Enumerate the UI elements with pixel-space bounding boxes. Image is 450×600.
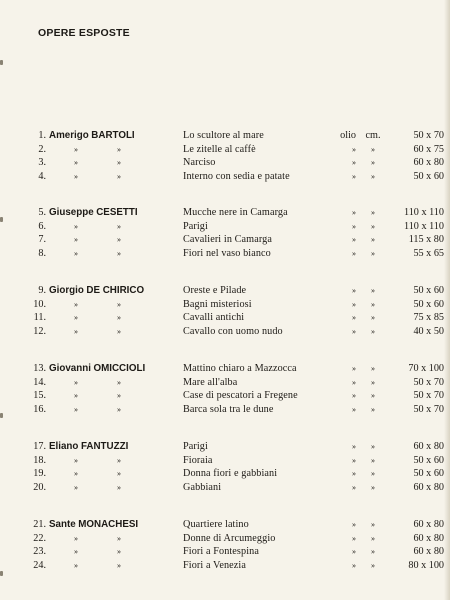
work-title: Cavallo con uomo nudo bbox=[183, 325, 283, 337]
artist-first-name: Sante bbox=[49, 519, 76, 530]
work-size: 60 x 80 bbox=[413, 532, 444, 544]
work-number: 10. bbox=[33, 298, 46, 310]
work-title: Mattino chiaro a Mazzocca bbox=[183, 363, 297, 374]
work-title: Parigi bbox=[183, 441, 208, 452]
ditto-mark: » bbox=[117, 221, 121, 231]
ditto-mark: » bbox=[74, 547, 78, 557]
work-title: Case di pescatori a Fregene bbox=[183, 390, 298, 402]
ditto-mark: » bbox=[117, 299, 121, 309]
work-row bbox=[0, 143, 450, 157]
work-number: 19. bbox=[33, 468, 46, 480]
work-number: 12. bbox=[33, 325, 46, 337]
ditto-mark: » bbox=[117, 313, 121, 323]
ditto-mark: » bbox=[74, 482, 78, 492]
artist-last-name: BARTOLI bbox=[91, 130, 135, 141]
work-row bbox=[0, 467, 450, 481]
artist-group bbox=[0, 362, 450, 440]
artist-group bbox=[0, 518, 450, 596]
ditto-mark: » bbox=[74, 326, 78, 336]
artist-group bbox=[0, 206, 450, 284]
artist-last-name: OMICCIOLI bbox=[93, 363, 146, 374]
work-number: 21. bbox=[33, 519, 46, 530]
work-unit: » bbox=[371, 171, 375, 181]
ditto-mark: » bbox=[117, 144, 121, 154]
ditto-mark: » bbox=[74, 221, 78, 231]
artist-last-name: FANTUZZI bbox=[80, 441, 129, 452]
binding-hole-mark bbox=[0, 60, 3, 65]
work-title: Donne di Arcumeggio bbox=[183, 532, 276, 544]
ditto-mark: » bbox=[74, 469, 78, 479]
ditto-mark: » bbox=[117, 533, 121, 543]
work-title: Quartiere latino bbox=[183, 519, 249, 530]
artist-name bbox=[49, 440, 128, 454]
ditto-mark: » bbox=[117, 235, 121, 245]
ditto-mark: » bbox=[74, 313, 78, 323]
work-title: Narciso bbox=[183, 157, 216, 169]
work-medium: » bbox=[352, 158, 356, 168]
work-medium: » bbox=[352, 221, 356, 231]
work-unit: cm. bbox=[365, 130, 381, 141]
work-unit: » bbox=[371, 469, 375, 479]
work-medium: » bbox=[352, 377, 356, 387]
work-size: 60 x 80 bbox=[413, 519, 444, 530]
page-title: OPERE ESPOSTE bbox=[38, 27, 130, 39]
work-row bbox=[0, 559, 450, 573]
ditto-mark: » bbox=[74, 560, 78, 570]
work-medium: » bbox=[352, 520, 356, 529]
artist-first-name: Eliano bbox=[49, 441, 79, 452]
work-number: 8. bbox=[38, 247, 46, 259]
work-medium: » bbox=[352, 482, 356, 492]
work-number: 6. bbox=[38, 220, 46, 232]
work-unit: » bbox=[371, 391, 375, 401]
work-number: 14. bbox=[33, 376, 46, 388]
work-title: Bagni misteriosi bbox=[183, 298, 252, 310]
work-row bbox=[0, 298, 450, 312]
work-row bbox=[0, 325, 450, 339]
work-size: 50 x 70 bbox=[413, 390, 444, 402]
work-size: 60 x 75 bbox=[413, 143, 444, 155]
work-size: 50 x 60 bbox=[413, 298, 444, 310]
work-size: 55 x 65 bbox=[413, 247, 444, 259]
work-unit: » bbox=[371, 404, 375, 414]
work-medium: » bbox=[352, 547, 356, 557]
work-size: 50 x 60 bbox=[413, 170, 444, 182]
work-unit: » bbox=[371, 326, 375, 336]
ditto-mark: » bbox=[117, 377, 121, 387]
work-number: 15. bbox=[33, 390, 46, 402]
work-title: Lo scultore al mare bbox=[183, 130, 264, 141]
artist-last-name: CESETTI bbox=[96, 207, 138, 218]
ditto-mark: » bbox=[74, 235, 78, 245]
ditto-mark: » bbox=[117, 326, 121, 336]
work-unit: » bbox=[371, 299, 375, 309]
ditto-mark: » bbox=[74, 404, 78, 414]
artist-last-name: DE CHIRICO bbox=[86, 285, 145, 296]
work-medium: » bbox=[352, 235, 356, 245]
work-row bbox=[0, 376, 450, 390]
work-number: 3. bbox=[38, 157, 46, 169]
work-row bbox=[0, 532, 450, 546]
ditto-mark: » bbox=[117, 482, 121, 492]
work-title: Fioraia bbox=[183, 454, 213, 466]
work-medium: » bbox=[352, 442, 356, 451]
work-number: 1. bbox=[38, 130, 46, 141]
artist-first-name: Giorgio bbox=[49, 285, 84, 296]
ditto-mark: » bbox=[117, 391, 121, 401]
ditto-mark: » bbox=[74, 455, 78, 465]
work-medium: » bbox=[352, 391, 356, 401]
work-number: 7. bbox=[38, 234, 46, 246]
work-row bbox=[0, 454, 450, 468]
work-size: 40 x 50 bbox=[413, 325, 444, 337]
work-unit: » bbox=[371, 377, 375, 387]
work-size: 110 x 110 bbox=[404, 207, 444, 218]
work-unit: » bbox=[371, 208, 375, 217]
work-medium: » bbox=[352, 326, 356, 336]
work-size: 60 x 80 bbox=[413, 441, 444, 452]
work-unit: » bbox=[371, 455, 375, 465]
artist-name bbox=[49, 284, 144, 298]
ditto-mark: » bbox=[74, 299, 78, 309]
work-title: Fiori a Venezia bbox=[183, 559, 246, 571]
work-size: 50 x 60 bbox=[413, 468, 444, 480]
work-number: 5. bbox=[38, 207, 46, 218]
work-title: Interno con sedia e patate bbox=[183, 170, 290, 182]
work-row bbox=[0, 233, 450, 247]
work-row bbox=[0, 362, 450, 376]
work-medium: olio bbox=[340, 130, 356, 141]
work-title: Barca sola tra le dune bbox=[183, 403, 274, 415]
ditto-mark: » bbox=[74, 377, 78, 387]
work-number: 13. bbox=[33, 363, 46, 374]
artist-last-name: MONACHESI bbox=[78, 519, 139, 530]
work-size: 50 x 70 bbox=[413, 130, 444, 141]
work-size: 75 x 85 bbox=[413, 312, 444, 324]
work-medium: » bbox=[352, 364, 356, 373]
work-medium: » bbox=[352, 533, 356, 543]
work-row bbox=[0, 518, 450, 532]
work-medium: » bbox=[352, 455, 356, 465]
work-title: Mucche nere in Camarga bbox=[183, 207, 288, 218]
work-unit: » bbox=[371, 364, 375, 373]
work-row bbox=[0, 247, 450, 261]
artist-first-name: Amerigo bbox=[49, 130, 89, 141]
work-row bbox=[0, 545, 450, 559]
ditto-mark: » bbox=[74, 171, 78, 181]
ditto-mark: » bbox=[117, 469, 121, 479]
work-unit: » bbox=[371, 482, 375, 492]
work-unit: » bbox=[371, 560, 375, 570]
work-title: Oreste e Pilade bbox=[183, 285, 247, 296]
work-row bbox=[0, 129, 450, 143]
work-unit: » bbox=[371, 248, 375, 258]
work-number: 18. bbox=[33, 454, 46, 466]
work-number: 9. bbox=[38, 285, 46, 296]
work-medium: » bbox=[352, 171, 356, 181]
work-row bbox=[0, 311, 450, 325]
work-title: Mare all'alba bbox=[183, 376, 238, 388]
work-row bbox=[0, 389, 450, 403]
ditto-mark: » bbox=[74, 144, 78, 154]
work-unit: » bbox=[371, 221, 375, 231]
work-row bbox=[0, 284, 450, 298]
ditto-mark: » bbox=[117, 455, 121, 465]
artist-first-name: Giovanni bbox=[49, 363, 91, 374]
work-size: 50 x 60 bbox=[413, 454, 444, 466]
work-size: 60 x 80 bbox=[413, 157, 444, 169]
work-number: 4. bbox=[38, 170, 46, 182]
work-number: 11. bbox=[33, 312, 46, 324]
work-unit: » bbox=[371, 533, 375, 543]
work-size: 70 x 100 bbox=[408, 363, 444, 374]
work-title: Cavalli antichi bbox=[183, 312, 245, 324]
work-size: 80 x 100 bbox=[408, 559, 444, 571]
work-unit: » bbox=[371, 313, 375, 323]
work-number: 2. bbox=[38, 143, 46, 155]
artist-group bbox=[0, 129, 450, 207]
work-size: 50 x 70 bbox=[413, 403, 444, 415]
ditto-mark: » bbox=[74, 248, 78, 258]
work-size: 110 x 110 bbox=[404, 220, 444, 232]
work-title: Fiori nel vaso bianco bbox=[183, 247, 271, 259]
work-medium: » bbox=[352, 404, 356, 414]
work-row bbox=[0, 170, 450, 184]
work-number: 22. bbox=[33, 532, 46, 544]
work-row bbox=[0, 440, 450, 454]
ditto-mark: » bbox=[74, 391, 78, 401]
work-title: Cavalieri in Camarga bbox=[183, 234, 272, 246]
work-unit: » bbox=[371, 442, 375, 451]
work-row bbox=[0, 156, 450, 170]
artist-first-name: Giuseppe bbox=[49, 207, 94, 218]
work-medium: » bbox=[352, 144, 356, 154]
work-unit: » bbox=[371, 158, 375, 168]
work-medium: » bbox=[352, 560, 356, 570]
work-unit: » bbox=[371, 235, 375, 245]
ditto-mark: » bbox=[117, 560, 121, 570]
work-title: Fiori a Fontespina bbox=[183, 546, 259, 558]
work-unit: » bbox=[371, 547, 375, 557]
work-row bbox=[0, 206, 450, 220]
work-row bbox=[0, 220, 450, 234]
ditto-mark: » bbox=[117, 547, 121, 557]
work-row bbox=[0, 403, 450, 417]
ditto-mark: » bbox=[117, 404, 121, 414]
work-number: 17. bbox=[33, 441, 46, 452]
work-size: 50 x 70 bbox=[413, 376, 444, 388]
work-medium: » bbox=[352, 313, 356, 323]
ditto-mark: » bbox=[117, 158, 121, 168]
artist-name bbox=[49, 129, 135, 143]
work-number: 24. bbox=[33, 559, 46, 571]
ditto-mark: » bbox=[74, 158, 78, 168]
work-size: 50 x 60 bbox=[413, 285, 444, 296]
artist-group bbox=[0, 440, 450, 518]
work-size: 115 x 80 bbox=[408, 234, 444, 246]
work-medium: » bbox=[352, 299, 356, 309]
work-unit: » bbox=[371, 144, 375, 154]
work-title: Gabbiani bbox=[183, 481, 222, 493]
work-number: 16. bbox=[33, 403, 46, 415]
work-size: 60 x 80 bbox=[413, 546, 444, 558]
work-row bbox=[0, 481, 450, 495]
work-medium: » bbox=[352, 469, 356, 479]
work-number: 23. bbox=[33, 546, 46, 558]
work-title: Parigi bbox=[183, 220, 208, 232]
work-unit: » bbox=[371, 520, 375, 529]
artist-name bbox=[49, 518, 138, 532]
work-medium: » bbox=[352, 208, 356, 217]
ditto-mark: » bbox=[117, 248, 121, 258]
work-title: Le zitelle al caffè bbox=[183, 143, 256, 155]
work-title: Donna fiori e gabbiani bbox=[183, 468, 278, 480]
artist-name bbox=[49, 206, 138, 220]
artist-name bbox=[49, 362, 145, 376]
work-unit: » bbox=[371, 286, 375, 295]
work-medium: » bbox=[352, 286, 356, 295]
ditto-mark: » bbox=[117, 171, 121, 181]
ditto-mark: » bbox=[74, 533, 78, 543]
work-medium: » bbox=[352, 248, 356, 258]
artist-group bbox=[0, 284, 450, 362]
work-size: 60 x 80 bbox=[413, 481, 444, 493]
work-number: 20. bbox=[33, 481, 46, 493]
